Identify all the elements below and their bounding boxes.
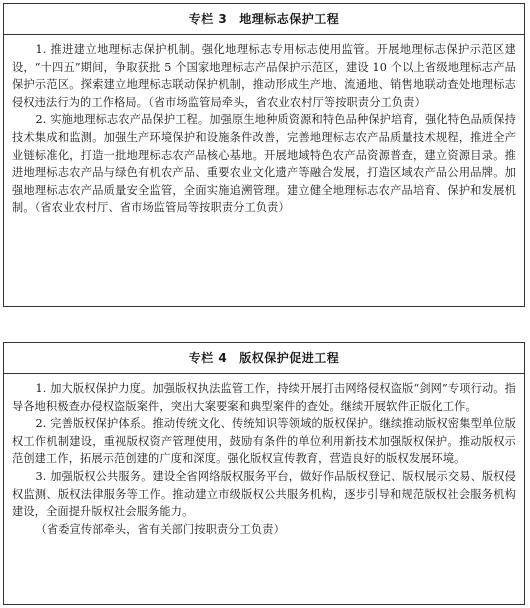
box-title-bar bbox=[4, 4, 524, 35]
responsibility-note: （省农业农村厅、省市场监管局等按职责分工负责） bbox=[34, 201, 290, 215]
paragraph: 2. 完善版权保护体系。推动传统文化、传统知识等领域的版权保护。继续推动版权密集型单位版权工作机制建设，重视版权资产管理使用，鼓励有条件的单位利用新技术加强版权保护。推动版权示范创建工作，拓展示范创建的广度和深度。强化版权宣传教育，营造良好的版权发展环境。 bbox=[12, 417, 516, 466]
column-title: 版权保护促进工程 bbox=[239, 351, 340, 365]
paragraph-text: 1. 推进建立地理标志保护机制。强化地理标志专用标志使用监管。开展地理标志保护示范区建设，“十四五”期间，争取获批 5 个国家地理标志产品保护示范区，建设 10 个以上省级地理标志产品保护示范区。探索建立地理标志联动保护机制，推动形成生产地、流通地、销售地联动查处地理标志侵权违法行为的工作格局。 bbox=[12, 43, 516, 109]
responsibility-note: （省委宣传部牵头，省有关部门按职责分工负责） bbox=[35, 522, 285, 536]
paragraph-text: 2. 实施地理标志农产品保护工程。加强原生地种质资源和特色品种保护培育，强化特色品质保持技术集成和监测。加强生产环境保护和设施条件改善，完善地理标志农产品质量技术规程，推进全产业链标准化，打造一批地理标志农产品核心基地。开展地域特色农产品资源普查，建立资源目录。推进地理标志农产品与绿色有机农产品、重要农业文化遗产等融合发展，打造区域农产品公用品牌。加强地理标志农产品质量安全监管，全面实施追溯管理。建立健全地理标志农产品培育、保护和发展机制。 bbox=[12, 113, 516, 215]
column-box-4 bbox=[3, 342, 525, 605]
paragraph bbox=[12, 111, 516, 217]
box-title-bar bbox=[4, 343, 524, 374]
responsibility-note: （省市场监管局牵头，省农业农村厅等按职责分工负责） bbox=[148, 95, 426, 109]
column-title: 地理标志保护工程 bbox=[239, 12, 340, 26]
box-body bbox=[4, 35, 524, 217]
paragraph bbox=[12, 41, 516, 111]
column-number: 专栏 4 bbox=[188, 351, 228, 365]
box-body bbox=[4, 374, 524, 538]
column-number: 专栏 3 bbox=[188, 12, 228, 26]
paragraph: 3. 加强版权公共服务。建设全省网络版权服务平台，做好作品版权登记、版权展示交易、版权侵权监测、版权法律服务等工作。推动建立市级版权公共服务机构，逐步引导和规范版权社会服务机构建设，全面提升版权社会服务能力。 bbox=[12, 469, 516, 519]
column-box-3 bbox=[3, 3, 525, 307]
paragraph: 1. 加大版权保护力度。加强版权执法监管工作，持续开展打击网络侵权盗版“剑网”专项行动。指导各地积极查办侵权盗版案件，突出大案要案和典型案件的查处。继续开展软件正版化工作。 bbox=[12, 382, 516, 413]
